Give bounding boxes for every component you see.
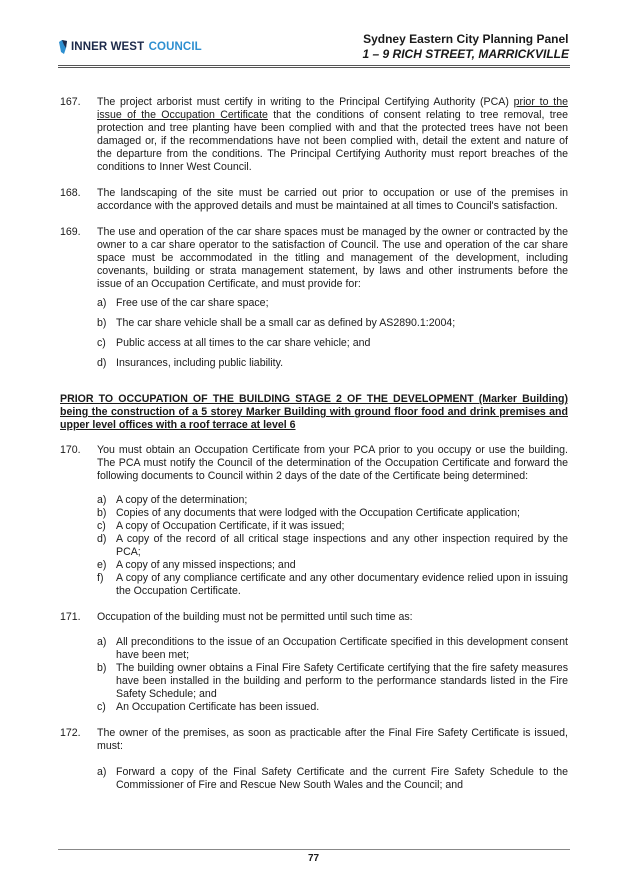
sub-item <box>97 297 568 310</box>
sub-item-label: a) <box>97 494 107 506</box>
sub-item-label: a) <box>97 297 107 309</box>
condition-number: 168. <box>60 187 81 199</box>
condition-170 <box>60 444 568 598</box>
condition-text: You must obtain an Occupation Certificate from your PCA prior to you occupy or use the building. The PCA must notify the Council of the determination of the Occupation Certificate and forward the following documents to Council within 2 days of the date of the Certificate being determined: <box>97 444 568 482</box>
condition-text-block <box>97 611 568 714</box>
footer-rule <box>58 849 570 850</box>
condition-169 <box>60 226 568 370</box>
sub-item-text: An Occupation Certificate has been issued. <box>116 701 320 713</box>
condition-text-part: that the conditions of consent relating to tree removal, tree protection and tree planting have been complied with and that the protected trees have not been damaged or, if the recommendations have not been complied with, detail the extent and nature of the departure from the conditions. The Principal Certifying Authority must report breaches of the conditions to Inner West Council. <box>97 109 568 173</box>
page-header <box>0 0 627 72</box>
logo-text-inner-west: INNER WEST <box>71 41 145 53</box>
condition-text: The owner of the premises, as soon as practicable after the Final Fire Safety Certificate is issued, must: <box>97 727 568 752</box>
sub-item <box>97 636 568 662</box>
sub-item <box>97 662 568 701</box>
condition-text: Occupation of the building must not be permitted until such time as: <box>97 611 413 623</box>
sub-item-text: A copy of Occupation Certificate, if it was issued; <box>116 520 345 532</box>
sub-item-label: c) <box>97 520 106 532</box>
sub-item-text: Insurances, including public liability. <box>116 357 284 369</box>
condition-number: 167. <box>60 96 81 108</box>
panel-title: Sydney Eastern City Planning Panel <box>363 32 569 46</box>
sub-item <box>97 357 568 370</box>
sub-item <box>97 494 568 507</box>
condition-text-block <box>97 444 568 598</box>
sub-item-label: c) <box>97 337 106 349</box>
condition-number: 171. <box>60 611 81 623</box>
condition-number: 170. <box>60 444 81 456</box>
condition-number: 169. <box>60 226 81 238</box>
sub-item-text: A copy of any compliance certificate and any other documentary evidence relied upon in issuing the Occupation Certificate. <box>116 572 568 597</box>
sub-item-text: The building owner obtains a Final Fire Safety Certificate certifying that the fire safety measures have been installed in the building and perform to the performance standards listed in the Fire Safety Schedule; and <box>116 662 568 700</box>
sub-item-text: Free use of the car share space; <box>116 297 269 309</box>
condition-text-part: The project arborist must certify in writing to the Principal Certifying Authority (PCA) <box>97 96 514 108</box>
sub-item <box>97 766 568 792</box>
panel-title-block <box>363 32 569 62</box>
panel-subtitle: 1 – 9 RICH STREET, MARRICKVILLE <box>362 47 569 61</box>
condition-number: 172. <box>60 727 81 739</box>
condition-text-block <box>97 226 568 370</box>
sub-item-text: Copies of any documents that were lodged with the Occupation Certificate application; <box>116 507 520 519</box>
condition-171 <box>60 611 568 714</box>
condition-text-underlined: prior to the issue of the Occupation Certificate <box>97 96 568 121</box>
sub-item-text: All preconditions to the issue of an Occupation Certificate specified in this development consent have been met; <box>116 636 568 661</box>
condition-text <box>97 96 568 174</box>
logo-text-council: COUNCIL <box>148 41 202 53</box>
sub-item <box>97 337 568 350</box>
document-body <box>60 96 568 792</box>
condition-172 <box>60 727 568 792</box>
condition-168 <box>60 187 568 213</box>
header-rule-bottom <box>58 67 570 68</box>
sub-item-text: The car share vehicle shall be a small car as defined by AS2890.1:2004; <box>116 317 456 329</box>
sub-item-text: Public access at all times to the car share vehicle; and <box>116 337 371 349</box>
sub-item-label: f) <box>97 572 104 584</box>
sub-item-text: Forward a copy of the Final Safety Certificate and the current Fire Safety Schedule to the Commissioner of Fire and Rescue New South Wales and the Council; and <box>116 766 568 791</box>
sub-item-label: b) <box>97 317 107 329</box>
sub-item <box>97 317 568 330</box>
sub-item-label: a) <box>97 766 107 778</box>
council-logo <box>58 38 202 56</box>
sub-item-text: A copy of the determination; <box>116 494 248 506</box>
condition-167 <box>60 96 568 174</box>
council-logo-icon <box>58 39 68 55</box>
sub-item <box>97 533 568 559</box>
sub-item <box>97 559 568 572</box>
sub-item <box>97 520 568 533</box>
sub-item-label: a) <box>97 636 107 648</box>
page-number: 77 <box>307 853 320 864</box>
sub-item-label: b) <box>97 507 107 519</box>
sub-item-label: c) <box>97 701 106 713</box>
condition-text-block <box>97 727 568 792</box>
sub-item-label: d) <box>97 533 107 545</box>
sub-item-text: A copy of the record of all critical stage inspections and any other inspection required by the PCA; <box>116 533 568 558</box>
sub-item-label: d) <box>97 357 107 369</box>
sub-item <box>97 572 568 598</box>
sub-item <box>97 507 568 520</box>
sub-item <box>97 701 568 714</box>
sub-item-text: A copy of any missed inspections; and <box>116 559 296 571</box>
condition-text: The landscaping of the site must be carried out prior to occupation or use of the premises in accordance with the approved details and must be maintained at all times to Council's satisfaction. <box>97 187 568 212</box>
header-rule-top <box>58 65 570 66</box>
condition-text: The use and operation of the car share spaces must be managed by the owner or contracted by the owner to a car share operator to the satisfaction of Council. The use and operation of the car share space must be accommodated in the titling and management of the development, including covenants, building or strata management statement, by laws and other instruments before the issue of an Occupation Certificate, and must provide for: <box>97 226 568 290</box>
sub-item-label: b) <box>97 662 107 674</box>
section-heading: PRIOR TO OCCUPATION OF THE BUILDING STAGE 2 OF THE DEVELOPMENT (Marker Building) being the construction of a 5 storey Marker Building with ground floor food and drink premises and upper level offices with a roof terrace at level 6 <box>60 393 568 431</box>
sub-item-label: e) <box>97 559 107 571</box>
